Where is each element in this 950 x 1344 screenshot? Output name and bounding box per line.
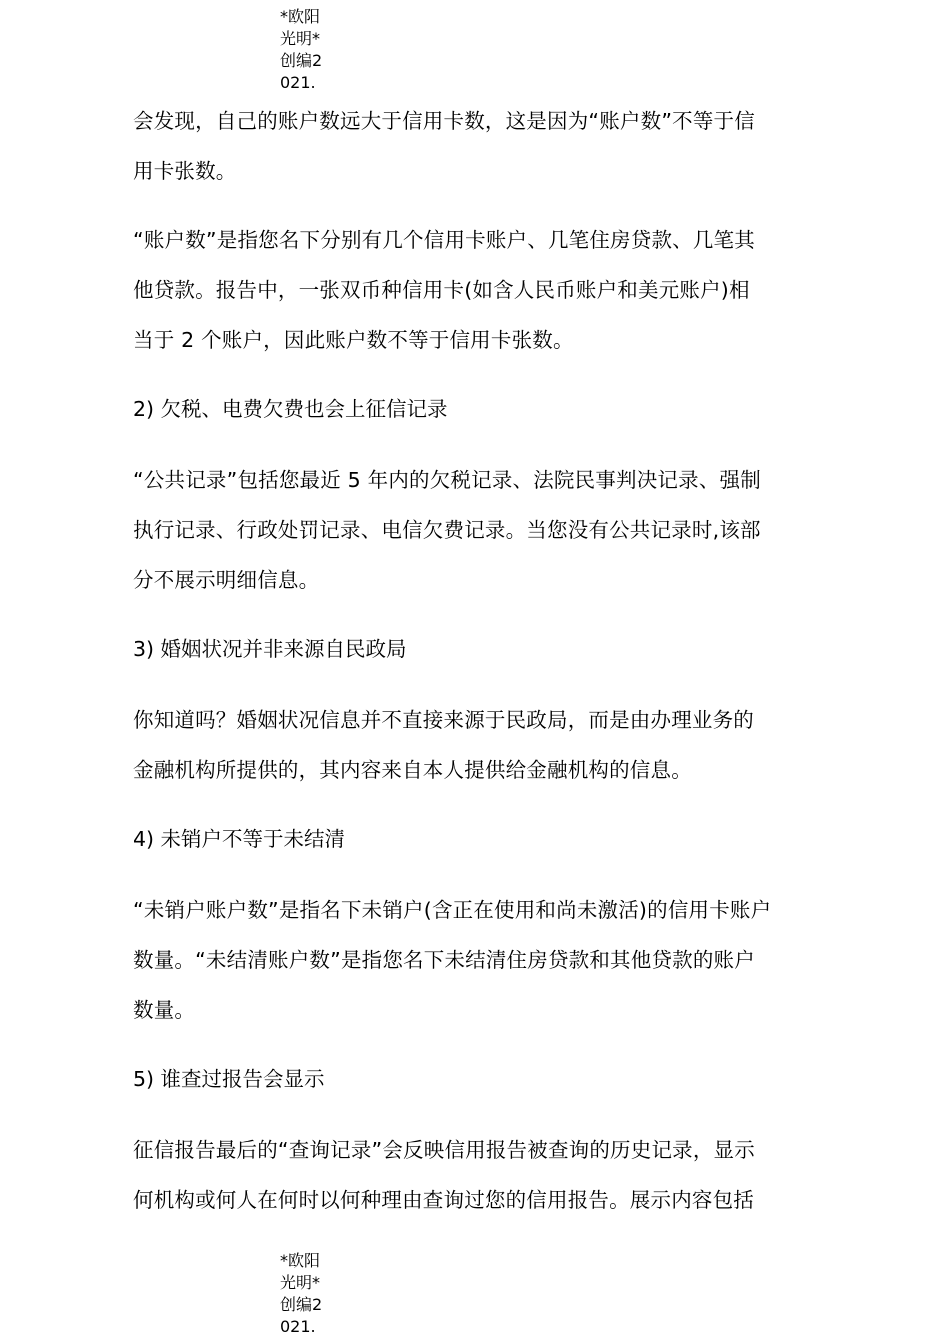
paragraph-account-count-definition xyxy=(133,215,823,365)
text-line: “公共记录”包括您最近 5 年内的欠税记录、法院民事判决记录、强制 xyxy=(133,468,761,492)
paragraph-public-records xyxy=(133,455,823,605)
text-line: 他贷款。报告中，一张双币种信用卡(如含人民币账户和美元账户)相 xyxy=(133,278,750,302)
header-watermark: *欧阳光明*创编2021. xyxy=(280,7,323,92)
paragraph-query-records xyxy=(133,1125,823,1225)
text-line: 金融机构所提供的，其内容来自本人提供给金融机构的信息。 xyxy=(133,758,692,782)
text-line: 数量。 xyxy=(133,998,196,1022)
text-line: 分不展示明细信息。 xyxy=(133,568,320,592)
document-body xyxy=(133,96,823,1244)
footer-watermark: *欧阳光明*创编2021. xyxy=(280,1251,323,1336)
section-heading-query-records: 5) 谁查过报告会显示 xyxy=(133,1067,325,1091)
text-line: 征信报告最后的“查询记录”会反映信用报告被查询的历史记录，显示 xyxy=(133,1138,755,1162)
section-heading-unclosed-accounts: 4) 未销户不等于未结清 xyxy=(133,827,346,851)
text-line: 何机构或何人在何时以何种理由查询过您的信用报告。展示内容包括 xyxy=(133,1188,754,1212)
paragraph-unclosed-accounts xyxy=(133,885,823,1035)
text-line: 数量。“未结清账户数”是指您名下未结清住房贷款和其他贷款的账户 xyxy=(133,948,755,972)
text-line: 当于 2 个账户，因此账户数不等于信用卡张数。 xyxy=(133,328,574,352)
text-line: “未销户账户数”是指名下未销户(含正在使用和尚未激活)的信用卡账户 xyxy=(133,898,772,922)
paragraph-account-count-intro xyxy=(133,96,823,196)
text-line: 你知道吗？婚姻状况信息并不直接来源于民政局，而是由办理业务的 xyxy=(133,708,754,732)
paragraph-marital-status xyxy=(133,695,823,795)
section-heading-marital-status: 3) 婚姻状况并非来源自民政局 xyxy=(133,637,407,661)
section-heading-tax-arrears: 2) 欠税、电费欠费也会上征信记录 xyxy=(133,397,448,421)
text-line: “账户数”是指您名下分别有几个信用卡账户、几笔住房贷款、几笔其 xyxy=(133,228,755,252)
text-line: 用卡张数。 xyxy=(133,159,237,183)
text-line: 会发现，自己的账户数远大于信用卡数，这是因为“账户数”不等于信 xyxy=(133,109,755,133)
text-line: 执行记录、行政处罚记录、电信欠费记录。当您没有公共记录时,该部 xyxy=(133,518,761,542)
